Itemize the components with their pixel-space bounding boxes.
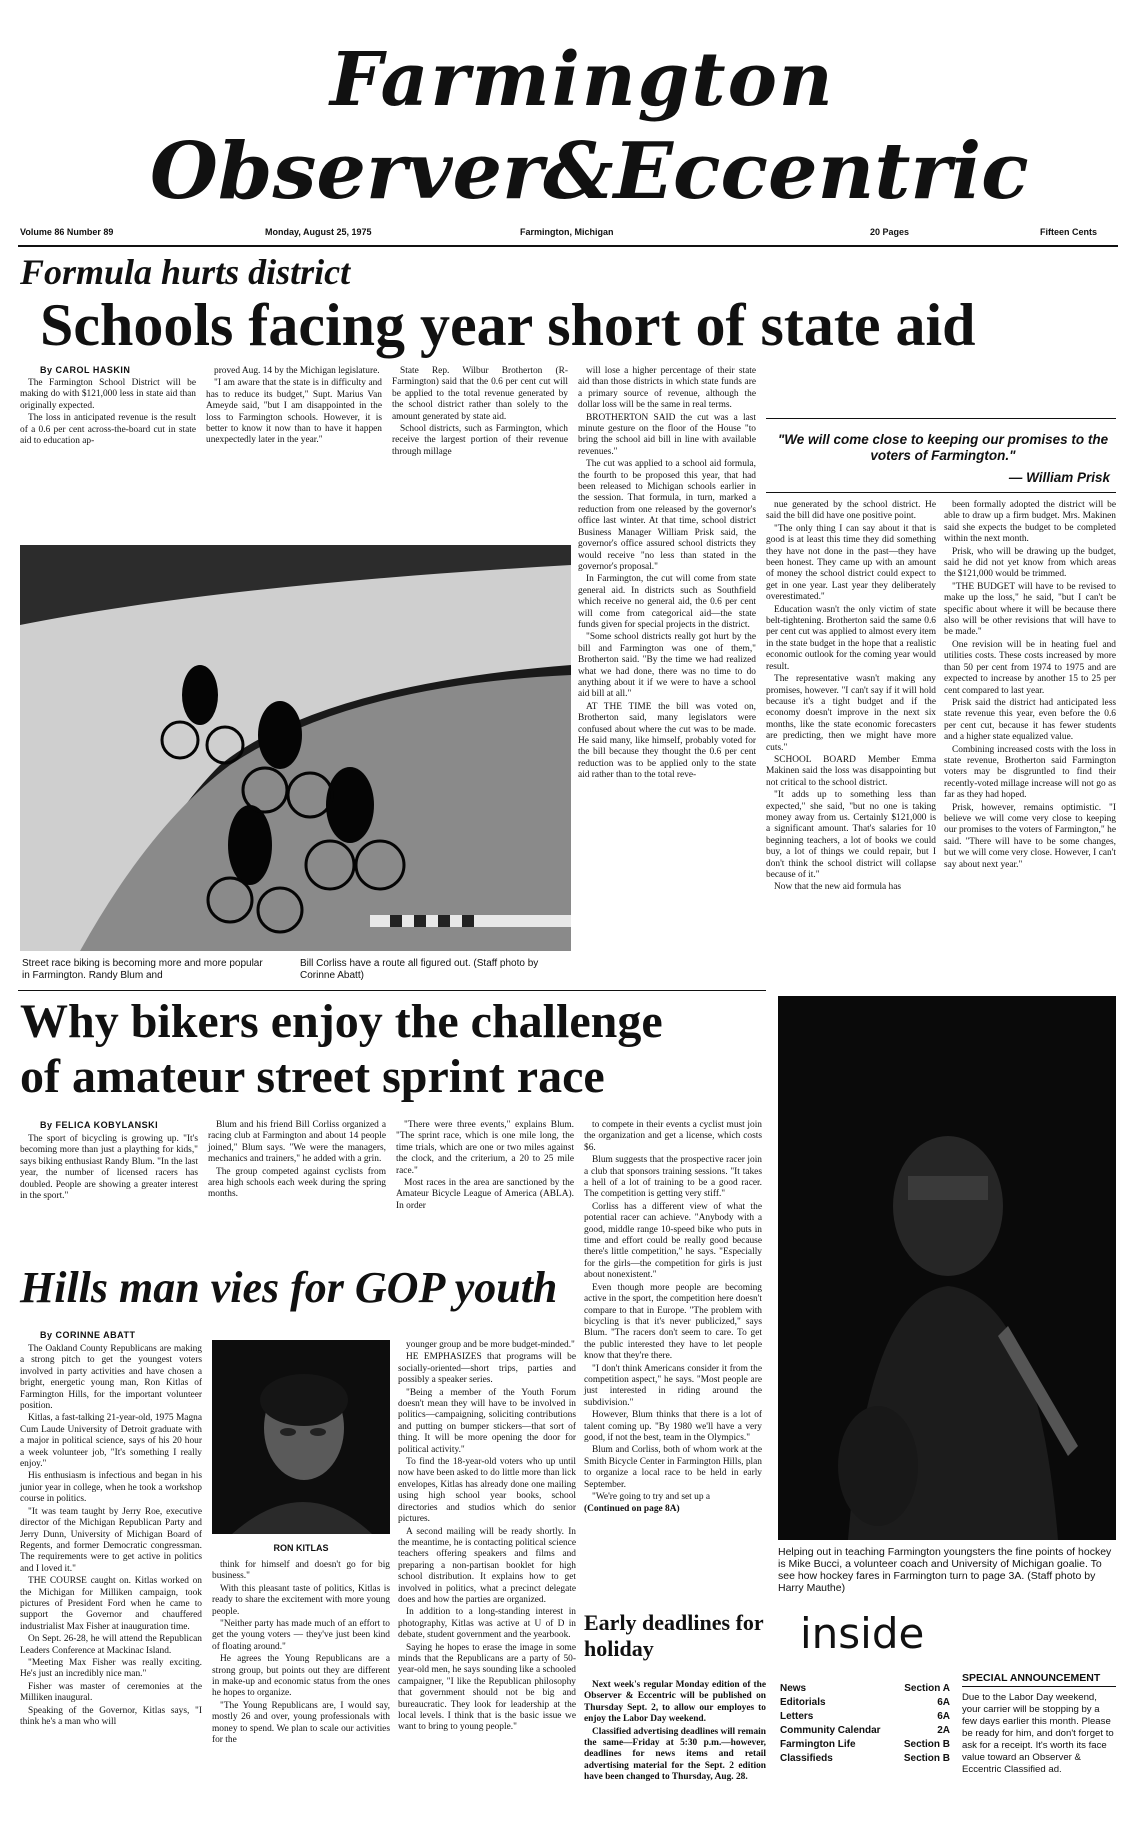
story3-col2-para: He agrees the Young Republicans are a strong group, but points out they are different in make-up and economic status from the ones he hopes to organize.	[212, 1654, 390, 1699]
hockey-coach-image	[778, 996, 1116, 1540]
story-divider	[18, 990, 766, 991]
story1-col6-para: been formally adopted the district will be able to draw up a firm budget. Mrs. Makinen said she expects the budget to be completed within the next month.	[944, 500, 1116, 545]
story1-column-3	[392, 366, 568, 459]
volume-number: Volume 86 Number 89	[20, 227, 114, 237]
deadlines-para: Classified advertising deadlines will remain the same—Friday at 5:30 p.m.—however, deadlines for news items and retail advertising material for the Sept. 2 edition have been changed to Thursday, Aug. 28.	[584, 1726, 766, 1783]
story2-column-1	[20, 1134, 198, 1203]
page-count: 20 Pages	[870, 227, 910, 237]
story3-column-3	[398, 1340, 576, 1735]
story2-col4-para: "We're going to try and set up a	[592, 1492, 711, 1502]
story3-col2-para: "The Young Republicans are, I would say, mostly 26 and over, young professionals with money to spend. We plan to scale our activities for the	[212, 1700, 390, 1746]
inside-item-section: Section A	[904, 1683, 950, 1694]
story1-col4-para: The cut was applied to a school aid formula, the fourth to be proposed this year, that had been released to Michigan schools earlier in the session. That formula, in turn, marked a reduction from one released by the governor's office last winter. At that time, school district Business Manager William Prisk said, the governor's office assured school districts they would receive "no less than stated in the governor's proposal."	[578, 459, 756, 572]
deadlines-para: Next week's regular Monday edition of the Observer & Eccentric will be published on Thursday Sept. 2, to allow our employes to enjoy the Labor Day weekend.	[584, 1680, 766, 1725]
masthead-rule	[18, 245, 1118, 247]
story1-col3-para: State Rep. Wilbur Brotherton (R-Farmington) said that the 0.6 per cent cut will be applied to the total revenue generated by the school district rather than solely to the amount generated by state aid.	[392, 366, 568, 422]
kitlas-portrait-image	[212, 1340, 390, 1534]
story1-col5-para: "It adds up to something less than expected," she said, "but no one is taking money away from us. Certainly $121,000 is a significant amount. That's salaries for 10 beginning teachers, a lot of books we could buy, a lot of things we could repair, but I don't think the school district will collapse because of it."	[766, 790, 936, 880]
story2-col4-para: Blum and Corliss, both of whom work at the Smith Bicycle Center in Farmington Hills, plan to organize a local race to be held in early September.	[584, 1445, 762, 1490]
story1-col6-para: Prisk, however, remains optimistic. "I believe we will come very close to keeping our promises to the voters of Farmington," he said. "There will have to be some changes, but we will come very close. However, I can't say about next year."	[944, 802, 1116, 870]
story3-col3-para: A second mailing will be ready shortly. In the meantime, he is contacting political science teachers offering speakers and films and preparing a non-partisan booklet for high school distribution. It explains how to get involved in politics, what a precinct delegate does and how the parties are organized.	[398, 1526, 576, 1605]
story3-col1-para: The Oakland County Republicans are making a strong pitch to get the youngest voters involved in party activities and have chosen a bright, energetic young man, Ron Kitlas of Farmington Hills, for the important volunteer position.	[20, 1344, 202, 1412]
issue-location: Farmington, Michigan	[520, 227, 614, 237]
story1-column-6	[944, 500, 1116, 872]
story2-headline-line2: of amateur street sprint race	[20, 1050, 605, 1103]
story3-col2-para: With this pleasant taste of politics, Kitlas is ready to share the excitement with more young people.	[212, 1583, 390, 1617]
inside-item-label: Classifieds	[780, 1753, 833, 1764]
deadlines-headline: Early deadlines for holiday	[584, 1610, 764, 1661]
story2-headline-line1: Why bikers enjoy the challenge	[20, 995, 663, 1048]
story1-col1-para: The loss in anticipated revenue is the result of a 0.6 per cent across-the-board cut in state aid to education ap-	[20, 413, 196, 447]
story1-col5-para: "The only thing I can say about it that is good is at least this time they did something they have not done in the past—they have been honest. They came up with an amount of money the school district could expect to get in one year. Last year they deliberately overestimated."	[766, 523, 936, 603]
story2-continued-note: (Continued on page 8A)	[584, 1504, 680, 1515]
story2-col3-para: Most races in the area are sanctioned by the Amateur Bicycle League of America (ABLA). In order	[396, 1178, 574, 1211]
inside-item-section: 6A	[937, 1711, 950, 1722]
info-bar	[20, 225, 1116, 243]
announcement-body: Due to the Labor Day weekend, your carrier will be stopping by a few days earlier this month. Please be ready for him, and don't forget to ask for a receipt. It's worth its face value toward an Observer & Eccentric Classified ad.	[962, 1692, 1114, 1775]
story3-col1-para: Kitlas, a fast-talking 21-year-old, 1975 Magna Cum Laude University of Detroit graduate with a major in political science, says of his 20 hour a week volunteer job, "It's something I really enjoy."	[20, 1413, 202, 1470]
bike-photo-caption-left: Street race biking is becoming more and more popular in Farmington. Randy Blum and	[22, 958, 263, 981]
inside-item-label: Letters	[780, 1711, 814, 1722]
bike-photo-caption-right: Bill Corliss have a route all figured out. (Staff photo by Corinne Abatt)	[300, 958, 539, 981]
masthead-title-line2: Observer&Eccentric	[150, 126, 1029, 217]
story3-col1-para: Fisher was master of ceremonies at the Milliken inaugural.	[20, 1681, 202, 1704]
inside-item-label: Editorials	[780, 1697, 826, 1708]
story1-col4-para: will lose a higher percentage of their state aid than those districts in which state funds are a primary source of revenue, although the dollar loss will be the same in real terms.	[578, 366, 756, 411]
story1-col2-para: "I am aware that the state is in difficulty and has to reduce its budget," Supt. Marius Van Ameyde said, "but I am disappointed in the loss to Farmington schools. However, it is better to know it now than to have it happen unexpectedly later in the year."	[206, 378, 382, 446]
pull-quote: "We will come close to keeping our promises to the voters of Farmington."	[777, 432, 1109, 463]
story1-col3-para: School districts, such as Farmington, which receive the largest portion of their revenue through millage	[392, 424, 568, 457]
story3-byline: By CORINNE ABATT	[40, 1330, 136, 1340]
inside-item-section: Section B	[903, 1739, 950, 1750]
kitlas-portrait-photo	[212, 1340, 390, 1534]
story2-byline: By FELICA KOBYLANSKI	[40, 1120, 159, 1130]
quote-rule-bottom	[766, 492, 1116, 493]
story2-col2-para: Blum and his friend Bill Corliss organized a racing club at Farmington and about 14 people joined," Blum says. "We were the managers, mechanics and trainers," he added with a grin.	[208, 1120, 386, 1165]
story1-col6-para: One revision will be in heating fuel and utilities costs. These costs increased by more than 50 per cent from 1974 to 1975 and are expected to increase by another 15 to 25 per cent compared to last year.	[944, 639, 1116, 696]
inside-item	[780, 1682, 950, 1696]
story3-headline: Hills man vies for GOP youth	[20, 1263, 558, 1312]
story1-col5-para: Now that the new aid formula has	[774, 882, 902, 893]
story3-col3-para: "Being a member of the Youth Forum doesn't mean they will have to be involved in politics—campaigning, soliciting contributions and putting on bumper stickers—that sort of thing. It will be more opening the door for political activity."	[398, 1387, 576, 1455]
announcement-title: SPECIAL ANNOUNCEMENT	[962, 1672, 1116, 1687]
story1-col4-para: BROTHERTON SAID the cut was a last minute gesture on the floor of the House "to bring the school aid bill in line with available revenues."	[578, 412, 756, 457]
bike-race-photo	[20, 545, 571, 951]
story3-column-1	[20, 1344, 202, 1729]
story1-col4-para: In Farmington, the cut will come from state general aid. In districts such as Southfield which receive no general aid, the 0.6 per cent will come from categorical aid—the state funds given for special projects in the district.	[578, 574, 756, 630]
story1-col5-para: SCHOOL BOARD Member Emma Makinen said the loss was disappointing but not critical to the school district.	[766, 754, 936, 788]
story1-column-1	[20, 378, 196, 448]
story2-column-2	[208, 1120, 386, 1202]
story1-col5-para: The representative wasn't making any promises, however. "I can't say if it will hold because it's a tight budget and if the economy doesn't improve in the next six months, like the state economic forecasters are predicting, then we might have more cuts."	[766, 674, 936, 753]
story2-col4-para: Even though more people are becoming active in the sport, the competition here doesn't compare to that in Europe. "The problem with bicycling is that it's never publicized," says Blum. "The racers don't seem to care. To get the public interested they have to let people know that they're there.	[584, 1282, 762, 1362]
hockey-coach-photo	[778, 996, 1116, 1540]
story3-col2-para: "Neither party has made much of an effort to get the young voters — they've just been kind of floating around."	[212, 1619, 390, 1652]
pull-quote-attribution: — William Prisk	[1008, 470, 1110, 485]
issue-price: Fifteen Cents	[1040, 227, 1098, 237]
story3-col1-para: His enthusiasm is infectious and began in his junior year in college, when he took a workshop course in politics.	[20, 1471, 202, 1505]
inside-item-section: 2A	[937, 1725, 950, 1736]
story1-column-2	[206, 366, 382, 448]
inside-item-section: 6A	[937, 1697, 950, 1708]
story2-col1-para: The sport of bicycling is growing up. "It's becoming more than just a plaything for kids," says biking enthusiast Randy Blum. "In the last year, the number of licensed racers has doubled. People are showing a greater interest in the sport."	[20, 1134, 198, 1202]
story3-col1-para: "Meeting Max Fisher was really exciting. He's just an incredibly nice man."	[20, 1657, 202, 1680]
bike-race-image	[20, 545, 571, 951]
story1-col6-para: Prisk said the district had anticipated less state revenue this year, even before the 0.6 per cent cut, because it has fewer students and a higher state equalized value.	[944, 697, 1116, 743]
story2-col4-para: Blum suggests that the prospective racer join a club that sponsors training sessions. "It takes a hell of a lot of training to be a good racer. The competition is getting very stiff."	[584, 1155, 762, 1200]
inside-item-section: Section B	[903, 1753, 950, 1764]
story3-column-2	[212, 1560, 390, 1748]
story1-column-5	[766, 500, 936, 895]
story2-col2-para: The group competed against cyclists from area high schools each week during the spring months.	[208, 1166, 386, 1200]
story2-col3-para: "There were three events," explains Blum. "The sprint race, which is one mile long, the time trials, which are one or two miles against the clock, and the criterium, a 20 to 25 mile race."	[396, 1120, 574, 1176]
inside-item	[780, 1724, 950, 1738]
masthead-title-line1: Farmington	[330, 37, 835, 123]
quote-rule-top	[766, 418, 1116, 419]
story1-col6-para: Combining increased costs with the loss in state revenue, Brotherton said Farmington voters may be disgruntled to find their recently-voted millage increase will not go as far as they had hoped.	[944, 744, 1116, 801]
deadlines-body	[584, 1680, 766, 1785]
story1-col2-para: proved Aug. 14 by the Michigan legislature.	[214, 366, 380, 376]
story2-col4-para: to compete in their events a cyclist must join the organization and get a license, which costs $6.	[584, 1120, 762, 1153]
story1-col1-para: The Farmington School District will be making do with $121,000 less in state aid than originally expected.	[20, 378, 196, 411]
story2-column-4	[584, 1120, 762, 1517]
story3-col1-para: Speaking of the Governor, Kitlas says, "I think he's a man who will	[20, 1705, 202, 1727]
story3-col3-para: Saying he hopes to erase the image in some minds that the Republicans are a party of 50-year-old men, he says sounding like a schooled campaigner, "I like the Republican philosophy that government should not be big and bureaucratic. They look for leadership at the local levels. I think that is the basic issue we want to bring to young people."	[398, 1642, 576, 1733]
story1-col5-para: nue generated by the school district. He said the bill did have one positive point.	[766, 500, 936, 522]
inside-item-label: Community Calendar	[780, 1725, 881, 1736]
story3-col1-para: THE COURSE caught on. Kitlas worked on the Michigan for Milliken campaign, took pictures of President Ford when he came to support the Governor and chauffered industrialist Max Fisher at inauguration time.	[20, 1576, 202, 1632]
story1-col4-para: AT THE TIME the bill was voted on, Brotherton said, many legislators were confused about where the cut was to be made. He said many, like himself, probably voted for the bill because they thought the 0.6 per cent reduction was to be applied only to the state aid rather than to the total reve-	[578, 701, 756, 781]
inside-title: inside	[800, 1609, 925, 1658]
story2-col4-para: "I don't think Americans consider it from the competition aspect," he says. "Most people are just interested in riding around the subdivision."	[584, 1363, 762, 1408]
story1-col6-para: Prisk, who will be drawing up the budget, said he did not yet know from which areas the $121,000 would be trimmed.	[944, 546, 1116, 580]
story1-col6-para: "THE BUDGET will have to be revised to make up the loss," he said, "but I can't be specific about where it will be because there also will be other revisions that will have to be made."	[944, 581, 1116, 638]
story3-col3-para: HE EMPHASIZES that programs will be socially-oriented—short trips, parties and possibly a speaker series.	[398, 1352, 576, 1386]
story1-byline: By CAROL HASKIN	[40, 365, 131, 375]
inside-item-label: News	[780, 1683, 807, 1694]
inside-item	[780, 1710, 950, 1724]
kitlas-photo-caption: RON KITLAS	[273, 1543, 329, 1553]
issue-date: Monday, August 25, 1975	[265, 227, 372, 237]
story1-kicker: Formula hurts district	[20, 252, 351, 292]
story3-col3-para: To find the 18-year-old voters who up until now have been asked to do little more than lick envelopes, Kitlas has already done one mailing using high school year books, school directories and studios which do senior pictures.	[398, 1457, 576, 1525]
story1-column-4	[578, 366, 756, 783]
inside-index	[780, 1682, 950, 1766]
inside-item	[780, 1696, 950, 1710]
story3-col1-para: "It was team taught by Jerry Roe, executive director of the Michigan Republican Party and Jerry Dunn, University of Michigan Board of Regents, and former Democratic congressman. The requirements were to get active in politics and I loved it."	[20, 1506, 202, 1574]
inside-item-label: Farmington Life	[780, 1739, 856, 1750]
story1-col4-para: "Some school districts really got hurt by the bill and Farmington was one of them," Brotherton said. "By the time we had realized what we had done, there was no time to do anything about it if we were to have a school aid bill at all."	[578, 632, 756, 700]
story3-col3-para: In addition to a long-standing interest in photography, Kitlas was active at U of D in debate, student government and the yearbook.	[398, 1607, 576, 1641]
story1-headline: Schools facing year short of state aid	[40, 292, 976, 358]
inside-item	[780, 1738, 950, 1752]
inside-item	[780, 1752, 950, 1766]
story3-col2-para: think for himself and doesn't go for big business."	[212, 1560, 390, 1582]
story3-col1-para: On Sept. 26-28, he will attend the Republican Leaders Conference at Mackinac Island.	[20, 1634, 202, 1656]
story3-col3-para: younger group and be more budget-minded."	[406, 1340, 575, 1350]
story2-col4-para: However, Blum thinks that there is a lot of talent coming up. "By 1980 we'll have a very good, if not the best, team in the Olympics."	[584, 1410, 762, 1443]
story2-col4-para: Corliss has a different view of what the potential racer can achieve. "Anybody with a good, middle range 10-speed bike who puts in time and effort could be really good because there's little competition," he says. "Especially for the girls—the competition for girls is just about nonexistent."	[584, 1201, 762, 1281]
story1-col5-para: Education wasn't the only victim of state belt-tightening. Brotherton said the same 0.6 per cent cut was applied to almost every item in the state budget in the hope that a realistic economic outlook for the coming year would result.	[766, 604, 936, 672]
hockey-photo-caption: Helping out in teaching Farmington youngsters the fine points of hockey is Mike Bucci, a volunteer coach and University of Michigan goalie. To see how hockey fares in Farmington turn to page 3A. (Staff photo by Harry Mauthe)	[778, 1546, 1112, 1594]
story2-column-3	[396, 1120, 574, 1213]
